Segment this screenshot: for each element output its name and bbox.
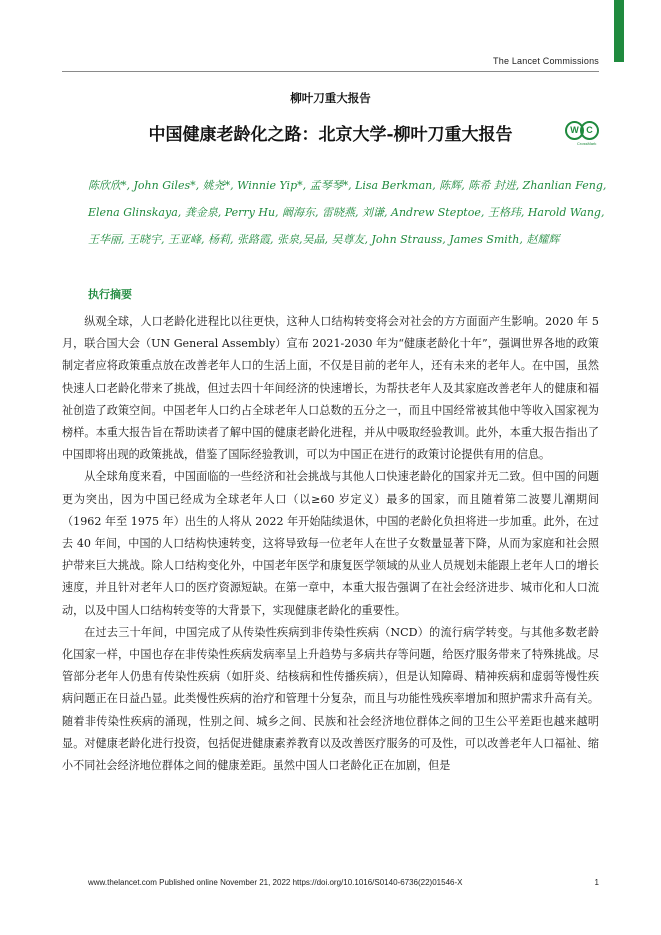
logo-ring-right: C: [580, 121, 599, 140]
page-footer: [88, 878, 599, 887]
article-body: [62, 311, 599, 777]
paragraph: 从全球角度来看，中国面临的一些经济和社会挑战与其他人口快速老龄化的国家并无二致。但中国的问题更为突出，因为中国已经成为全球老年人口（以≥60 岁定义）最多的国家，而且随着第二波婴儿潮期间（1962 年至 1975 年）出生的人将从 2022 年开始陆续退休，中国的老龄化负担将进一步加重。此外，在过去 40 年间，中国的人口结构快速转变，这将导致每一位老年人在世子女数量显著下降，从而为家庭和社会照护带来巨大挑战。除人口结构变化外，中国老年医学和康复医学领域的从业人员规划未能跟上老年人口的增长速度，并且针对老年人口的医疗资源短缺。在第一章中，本重大报告强调了在社会经济进步、城市化和人口流动，以及中国人口结构转变等的大背景下，实现健康老龄化的重要性。: [62, 470, 599, 617]
logo-ring-left: W: [565, 121, 584, 140]
header-divider: [62, 71, 599, 72]
logo-caption: CrossMark: [577, 141, 597, 146]
report-kicker: 柳叶刀重大报告: [290, 91, 371, 105]
crossmark-logo-icon[interactable]: [565, 120, 599, 150]
page-number: 1: [594, 878, 599, 887]
footer-citation: www.thelancet.com Published online November 21, 2022 https://doi.org/10.1016/S0140-6736(22)01546-X: [88, 878, 463, 887]
title-row: [62, 120, 599, 146]
section-heading: 执行摘要: [88, 288, 132, 301]
author-list: 陈欣欣*, John Giles*, 姚尧*, Winnie Yip*, 孟琴琴*, Lisa Berkman, 陈辉, 陈希 封进, Zhanlian Feng, Elena Glinskaya, 龚金泉, Perry Hu, 阚海东, 雷晓燕, 刘谦, Andrew Steptoe, 王格玮, Harold Wang, 王华丽, 王晓宇, 王亚峰, 杨莉, 张路霞, 张泉,吴晶, 吴尊友, John Strauss, James Smith, 赵耀辉: [88, 179, 607, 246]
paragraph: 在过去三十年间，中国完成了从传染性疾病到非传染性疾病（NCD）的流行病学转变。与其他多数老龄化国家一样，中国也存在非传染性疾病发病率呈上升趋势与多病共存等问题，给医疗服务带来了特殊挑战。尽管部分老年人仍患有传染性疾病（如肝炎、结核病和性传播疾病），但是认知障碍、精神疾病和虚弱等慢性疾病问题正在日益凸显。此类慢性疾病的治疗和管理十分复杂，而且与功能性残疾率增加和照护需求升高有关。随着非传染性疾病的涌现，性别之间、城乡之间、民族和社会经济地位群体之间的卫生公平差距也越来越明显。对健康老龄化进行投资，包括促进健康素养教育以及改善医疗服务的可及性，可以改善老年人口福祉、缩小不同社会经济地位群体之间的健康差距。虽然中国人口老龄化正在加剧，但是: [62, 625, 599, 773]
page-title: 中国健康老龄化之路：北京大学-柳叶刀重大报告: [148, 125, 513, 145]
journal-accent-bar: [614, 0, 624, 62]
journal-section-label: The Lancet Commissions: [493, 56, 599, 66]
paragraph: 纵观全球，人口老龄化进程比以往更快，这种人口结构转变将会对社会的方方面面产生影响。2020 年 5 月，联合国大会（UN General Assembly）宣布 2021-2030 年为“健康老龄化十年”，强调世界各地的政策制定者应将政策重点放在改善老年人口的生活上面，不仅是目前的老年人，还有未来的老年人。在中国，虽然快速人口老龄化带来了挑战，但过去四十年间经济的快速增长，为帮扶老年人及其家庭改善老年人的健康和福祉创造了政策空间。中国老年人口约占全球老年人口总数的五分之一，而且中国经常被其他中等收入国家视为榜样。本重大报告旨在帮助读者了解中国的健康老龄化进程，并从中吸取经验教训。此外，本重大报告指出了中国即将出现的政策挑战，借鉴了国际经验教训，可以为中国正在进行的政策讨论提供有用的信息。: [62, 315, 599, 462]
